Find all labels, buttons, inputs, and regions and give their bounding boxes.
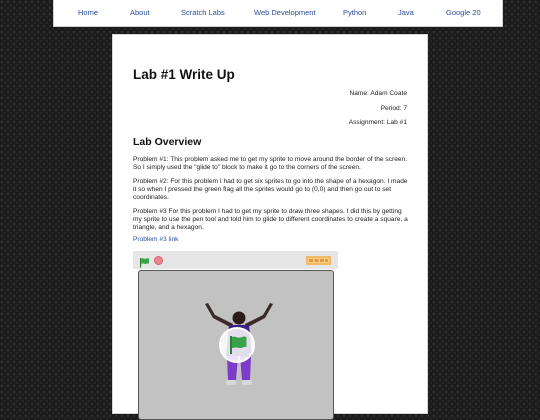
page-title: Lab #1 Write Up — [133, 67, 235, 82]
nav-scratch-labs-link[interactable]: Scratch Labs — [181, 8, 225, 17]
problem-3-link[interactable]: Problem #3 link — [133, 236, 179, 243]
nav-python-link[interactable]: Python — [343, 8, 367, 17]
turbo-mode-badge — [306, 256, 331, 265]
nav-java-link[interactable]: Java — [398, 8, 414, 17]
problem-2-paragraph: Problem #2: For this problem I had to get six sprites to go into the shape of a hexagon. I made it so when I pressed the green flag all the sprites would go to (0,0) and then go out to set coordinates. — [133, 178, 408, 202]
nav-web-development-link[interactable]: Web Development — [254, 8, 316, 17]
section-title-lab-overview: Lab Overview — [133, 136, 202, 148]
nav-home-link[interactable]: Home — [78, 8, 99, 17]
scratch-player-controls — [133, 251, 338, 269]
nav-about-link[interactable]: About — [130, 8, 150, 17]
green-flag-icon[interactable] — [139, 255, 150, 266]
problem-1-paragraph: Problem #1: This problem asked me to get my sprite to move around the border of the screen. So I simply used the "glide to" block to make it go to the corners of the screen. — [133, 156, 408, 172]
play-flag-icon[interactable] — [219, 327, 255, 363]
author-name: Name: Adam Coate — [349, 90, 407, 97]
assignment-label: Assignment: Lab #1 — [348, 119, 407, 126]
top-navbar — [53, 0, 503, 27]
class-period: Period: 7 — [380, 105, 407, 112]
nav-google-20-link[interactable]: Google 20 — [446, 8, 481, 17]
problem-3-paragraph: Problem #3 For this problem I had to get my sprite to draw three shapes. I did this by getting my sprite to use the pen tool and told him to glide to different coordinates to create a square, a triangle, and a hexagon. — [133, 208, 408, 232]
content-page — [112, 34, 428, 414]
stop-icon[interactable] — [154, 256, 163, 265]
scratch-stage[interactable] — [138, 270, 334, 420]
